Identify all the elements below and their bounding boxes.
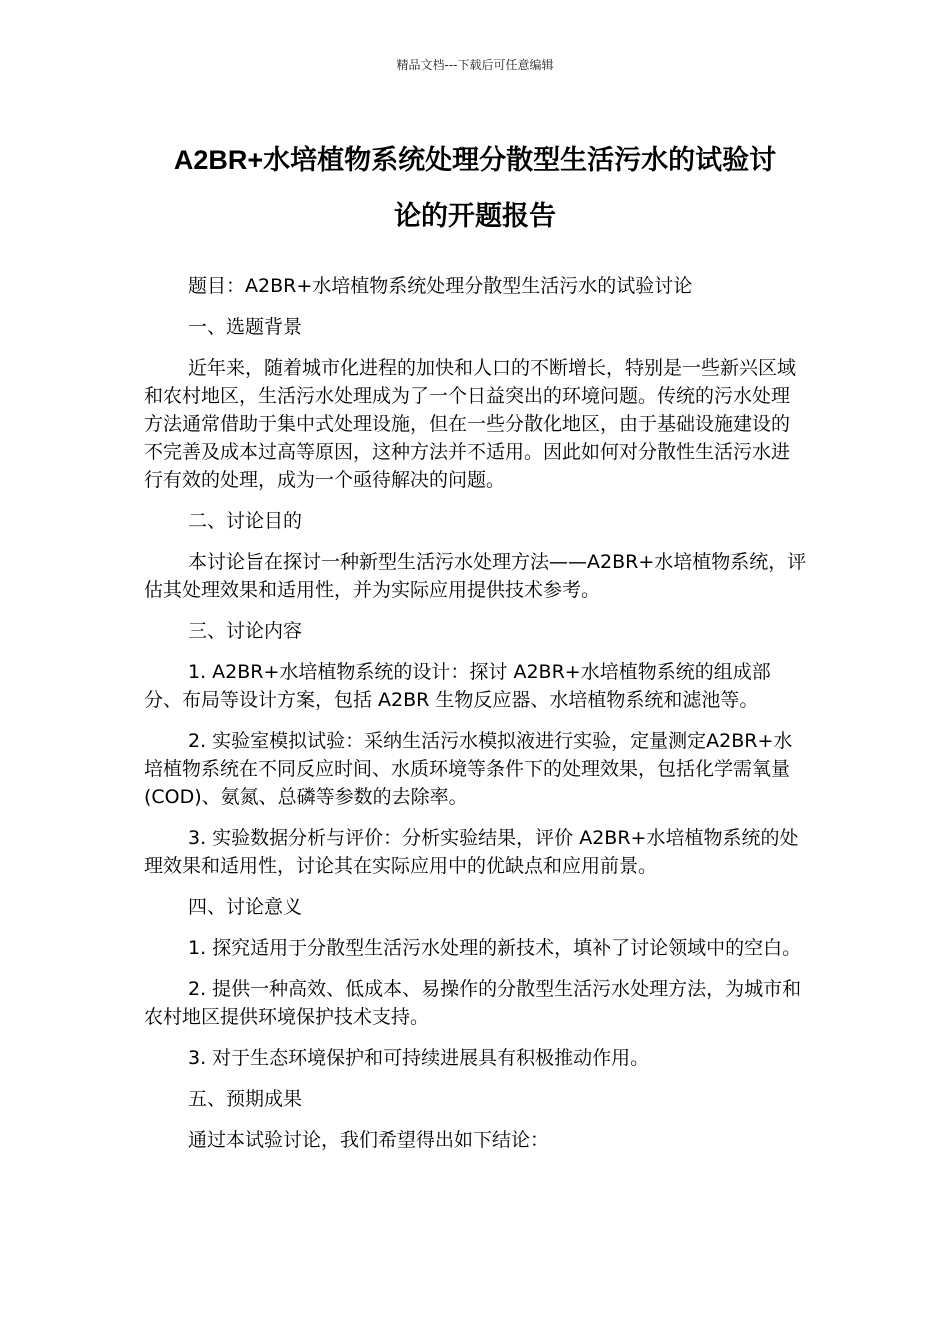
section-heading-content: 三、讨论内容	[188, 620, 303, 642]
expected-paragraph: 通过本试验讨论，我们希望得出如下结论：	[188, 1129, 550, 1151]
section-heading-purpose: 二、讨论目的	[188, 510, 303, 532]
section-heading-background: 一、选题背景	[188, 316, 303, 338]
document-title-line-1: A2BR+水培植物系统处理分散型生活污水的试验讨	[173, 145, 777, 175]
content-item-1: 1. A2BR+水培植物系统的设计：探讨 A2BR+水培植物系统的组成部分、布局等设计方案，包括 A2BR 生物反应器、水培植物系统和滤池等。	[144, 661, 771, 711]
document-title-line-2: 论的开题报告	[394, 201, 556, 231]
header-note: 精品文档---下载后可任意编辑	[396, 58, 554, 72]
section-heading-expected: 五、预期成果	[188, 1088, 303, 1110]
content-item-3: 3. 实验数据分析与评价：分析实验结果，评价 A2BR+水培植物系统的处理效果和适用性，讨论其在实际应用中的优缺点和应用前景。	[144, 827, 799, 877]
significance-item-1: 1. 探究适用于分散型生活污水处理的新技术，填补了讨论领域中的空白。	[188, 937, 802, 959]
section-heading-significance: 四、讨论意义	[188, 896, 303, 918]
significance-item-2: 2. 提供一种高效、低成本、易操作的分散型生活污水处理方法，为城市和农村地区提供环境保护技术支持。	[144, 978, 802, 1028]
significance-item-3: 3. 对于生态环境保护和可持续进展具有积极推动作用。	[188, 1047, 650, 1069]
document-title	[130, 132, 820, 244]
purpose-paragraph: 本讨论旨在探讨一种新型生活污水处理方法——A2BR+水培植物系统，评估其处理效果和适用性，并为实际应用提供技术参考。	[144, 551, 807, 601]
content-item-2: 2. 实验室模拟试验：采纳生活污水模拟液进行实验，定量测定A2BR+水培植物系统在不同反应时间、水质环境等条件下的处理效果，包括化学需氧量(COD)、氨氮、总磷等参数的去除率。	[144, 730, 793, 808]
topic-line: 题目：A2BR+水培植物系统处理分散型生活污水的试验讨论	[188, 275, 693, 297]
background-paragraph: 近年来，随着城市化进程的加快和人口的不断增长，特别是一些新兴区域和农村地区，生活污水处理成为了一个日益突出的环境问题。传统的污水处理方法通常借助于集中式处理设施，但在一些分散化地区，由于基础设施建设的不完善及成本过高等原因，这种方法并不适用。因此如何对分散性生活污水进行有效的处理，成为一个亟待解决的问题。	[144, 357, 797, 491]
document-body	[144, 272, 808, 1167]
